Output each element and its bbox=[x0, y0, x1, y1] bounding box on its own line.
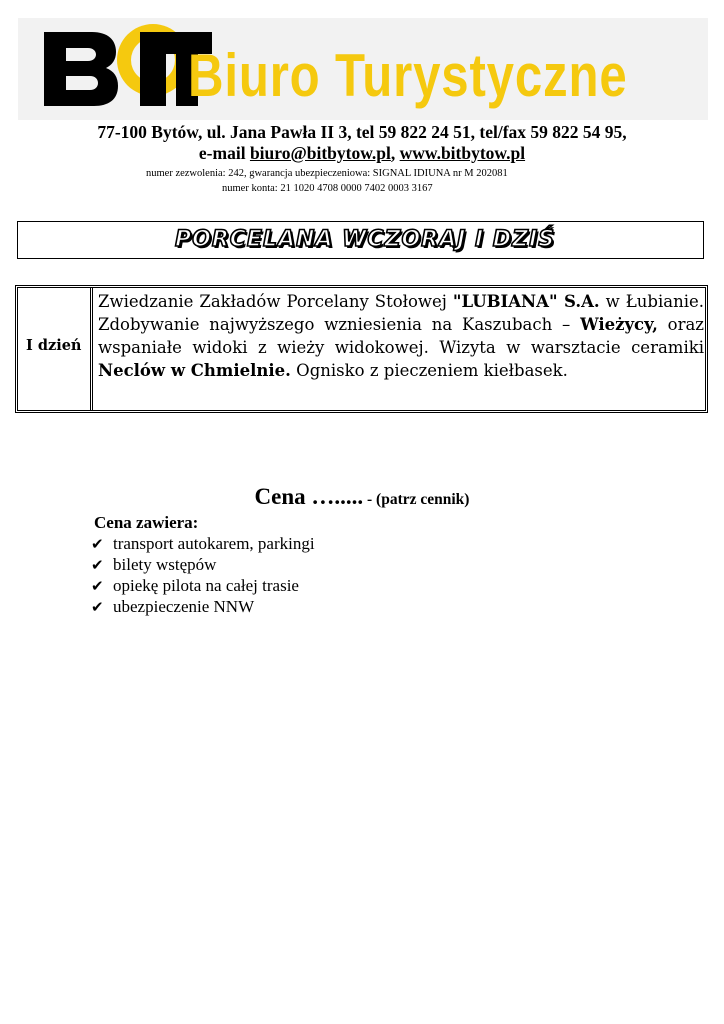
website-link[interactable]: www.bitbytow.pl bbox=[399, 143, 526, 163]
price-line bbox=[0, 484, 724, 510]
day-cell bbox=[18, 288, 93, 410]
account-info: numer konta: 21 1020 4708 0000 7402 0003 3167 bbox=[222, 183, 433, 194]
desc-segment: Zwiedzanie Zakładów Porcelany Stołowej bbox=[98, 292, 453, 311]
contact-address: 77-100 Bytów, ul. Jana Pawła II 3, tel 59 822 24 51, tel/fax 59 822 54 95, bbox=[97, 122, 627, 142]
day-label: I dzień bbox=[26, 337, 82, 354]
check-icon: ✔ bbox=[91, 535, 104, 553]
check-icon: ✔ bbox=[91, 556, 104, 574]
desc-segment-bold: Wieżycy, bbox=[580, 315, 658, 334]
contact-separator: , bbox=[390, 143, 400, 163]
price-note: - (patrz cennik) bbox=[363, 491, 470, 508]
list-item bbox=[91, 575, 315, 596]
list-item bbox=[91, 596, 315, 617]
list-item-label: transport autokarem, parkingi bbox=[113, 534, 315, 553]
price-main: Cena …..... bbox=[254, 484, 364, 509]
contact-email-line bbox=[0, 143, 724, 164]
desc-segment: oraz wspaniałe widoki z wieży widokowej. Wizyta w warsztacie ceramiki bbox=[98, 315, 704, 357]
list-item-label: opiekę pilota na całej trasie bbox=[113, 576, 299, 595]
program-table bbox=[15, 285, 708, 413]
email-link[interactable]: biuro@bitbytow.pl bbox=[249, 143, 391, 163]
list-item bbox=[91, 554, 315, 575]
list-item-label: bilety wstępów bbox=[113, 555, 217, 574]
list-item bbox=[91, 533, 315, 554]
includes-list bbox=[91, 533, 315, 617]
check-icon: ✔ bbox=[91, 577, 104, 595]
list-item-label: ubezpieczenie NNW bbox=[113, 597, 255, 616]
desc-segment: Ognisko z pieczeniem kiełbasek. bbox=[290, 361, 568, 380]
brand-name: Biuro Turystyczne bbox=[188, 42, 628, 109]
desc-segment-bold: "LUBIANA" S.A. bbox=[452, 292, 600, 311]
includes-title: Cena zawiera: bbox=[94, 513, 199, 532]
check-icon: ✔ bbox=[91, 598, 104, 616]
permit-info: numer zezwolenia: 242, gwarancja ubezpieczeniowa: SIGNAL IDIUNA nr M 202081 bbox=[146, 168, 508, 179]
day-description bbox=[98, 290, 704, 382]
page-title: PORCELANA WCZORAJ I DZIŚ bbox=[175, 227, 556, 252]
logo-letter-b bbox=[44, 32, 118, 106]
email-prefix: e-mail bbox=[198, 143, 250, 163]
desc-segment: w Łubianie. Zdobywanie najwyższego wzniesienia na Kaszubach – bbox=[98, 292, 704, 334]
desc-segment-bold: Neclów w Chmielnie. bbox=[98, 361, 291, 380]
